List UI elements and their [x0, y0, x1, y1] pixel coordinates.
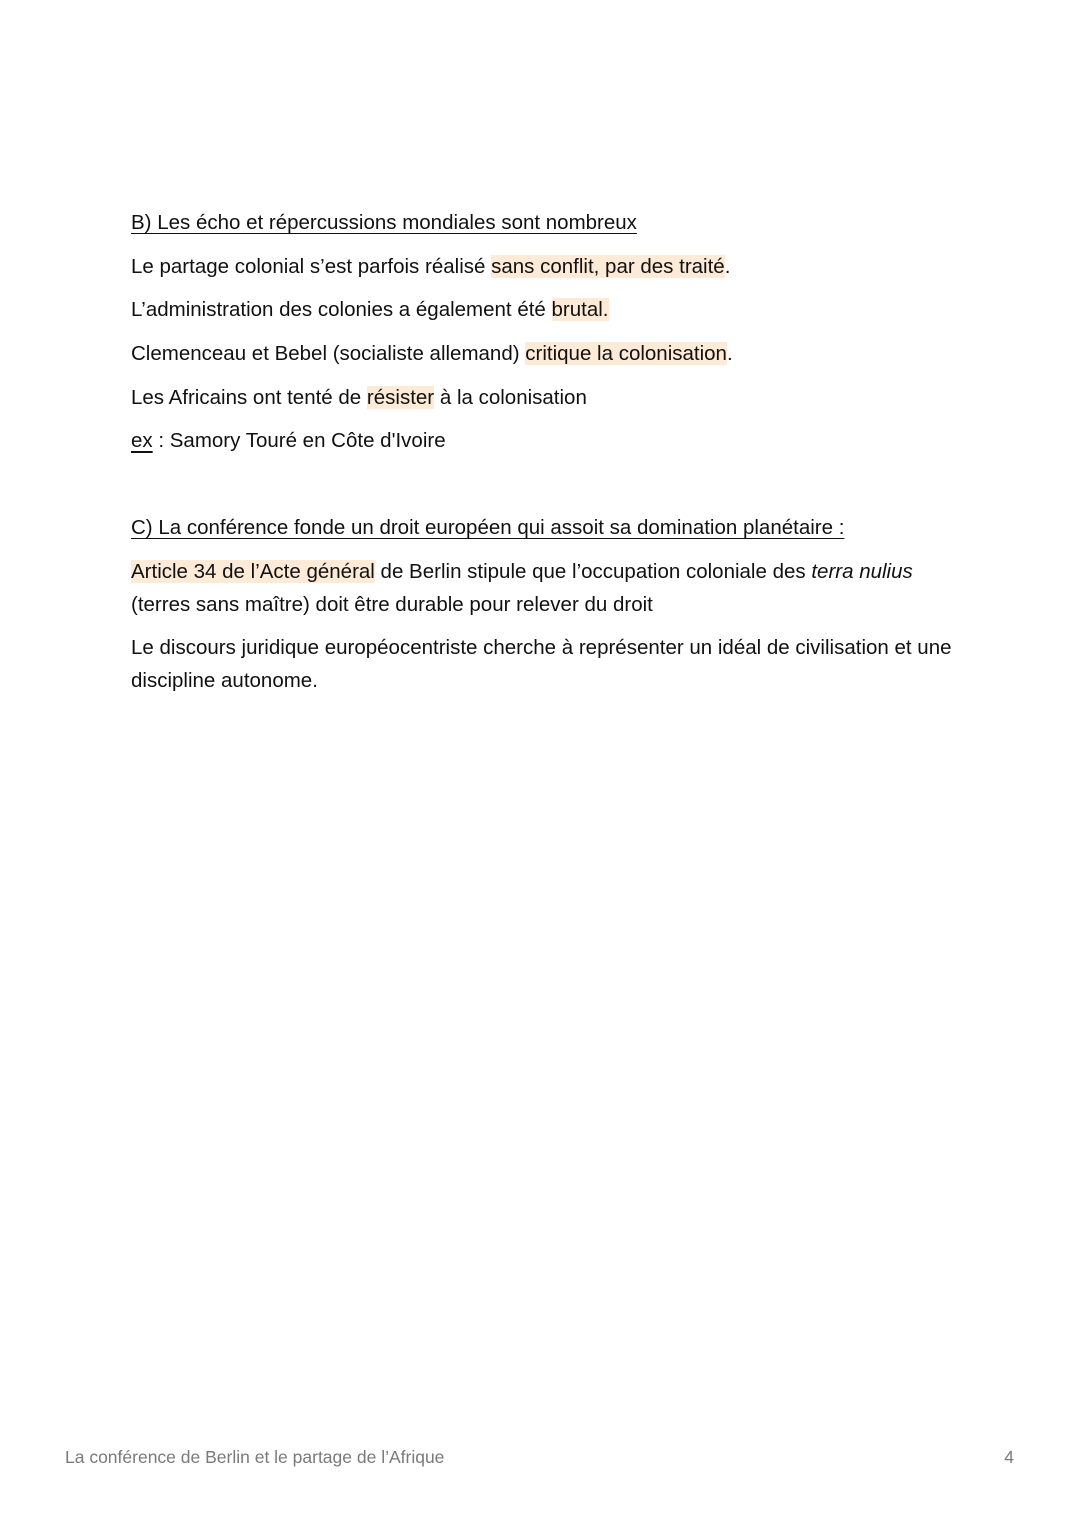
text-run: Clemenceau et Bebel (socialiste allemand): [131, 342, 520, 365]
section-b-line-2: [131, 293, 609, 326]
highlighted-text: Article 34 de l’Acte général: [131, 560, 375, 583]
text-run: (terres sans maître) doit être durable pour relever du droit: [131, 593, 653, 616]
text-run: .: [726, 342, 733, 365]
footer-title: La conférence de Berlin et le partage de l’Afrique: [65, 1447, 445, 1467]
section-b-line-5: [131, 424, 446, 457]
text-run: L’administration des colonies a également été: [131, 298, 546, 321]
highlighted-text: brutal.: [551, 298, 609, 321]
italic-text: terra nulius: [811, 560, 913, 583]
section-b-line-3: [131, 337, 733, 370]
text-run: Le partage colonial s’est parfois réalisé: [131, 255, 486, 278]
text-run: .: [724, 255, 731, 278]
section-b-line-1: [131, 250, 730, 283]
highlighted-text: critique la colonisation: [525, 342, 727, 365]
page-number: 4: [1004, 1447, 1014, 1467]
section-c-heading: C) La conférence fonde un droit européen qui assoit sa domination planétaire :: [131, 516, 845, 539]
highlighted-text: sans conflit, par des traité: [491, 255, 725, 278]
section-c-paragraph-1: [131, 555, 961, 621]
section-b-heading: B) Les écho et répercussions mondiales sont nombreux: [131, 211, 637, 234]
text-run: de Berlin stipule que l’occupation coloniale des: [374, 560, 812, 583]
text-run: à la colonisation: [439, 386, 587, 409]
text-run: Les Africains ont tenté de: [131, 386, 362, 409]
section-b-line-4: [131, 381, 587, 414]
section-c-paragraph-2: Le discours juridique européocentriste cherche à représenter un idéal de civilisation et une discipline autonome.: [131, 636, 952, 692]
highlighted-text: résister: [366, 386, 435, 409]
example-label: ex: [131, 429, 153, 452]
text-run: : Samory Touré en Côte d'Ivoire: [152, 429, 446, 452]
